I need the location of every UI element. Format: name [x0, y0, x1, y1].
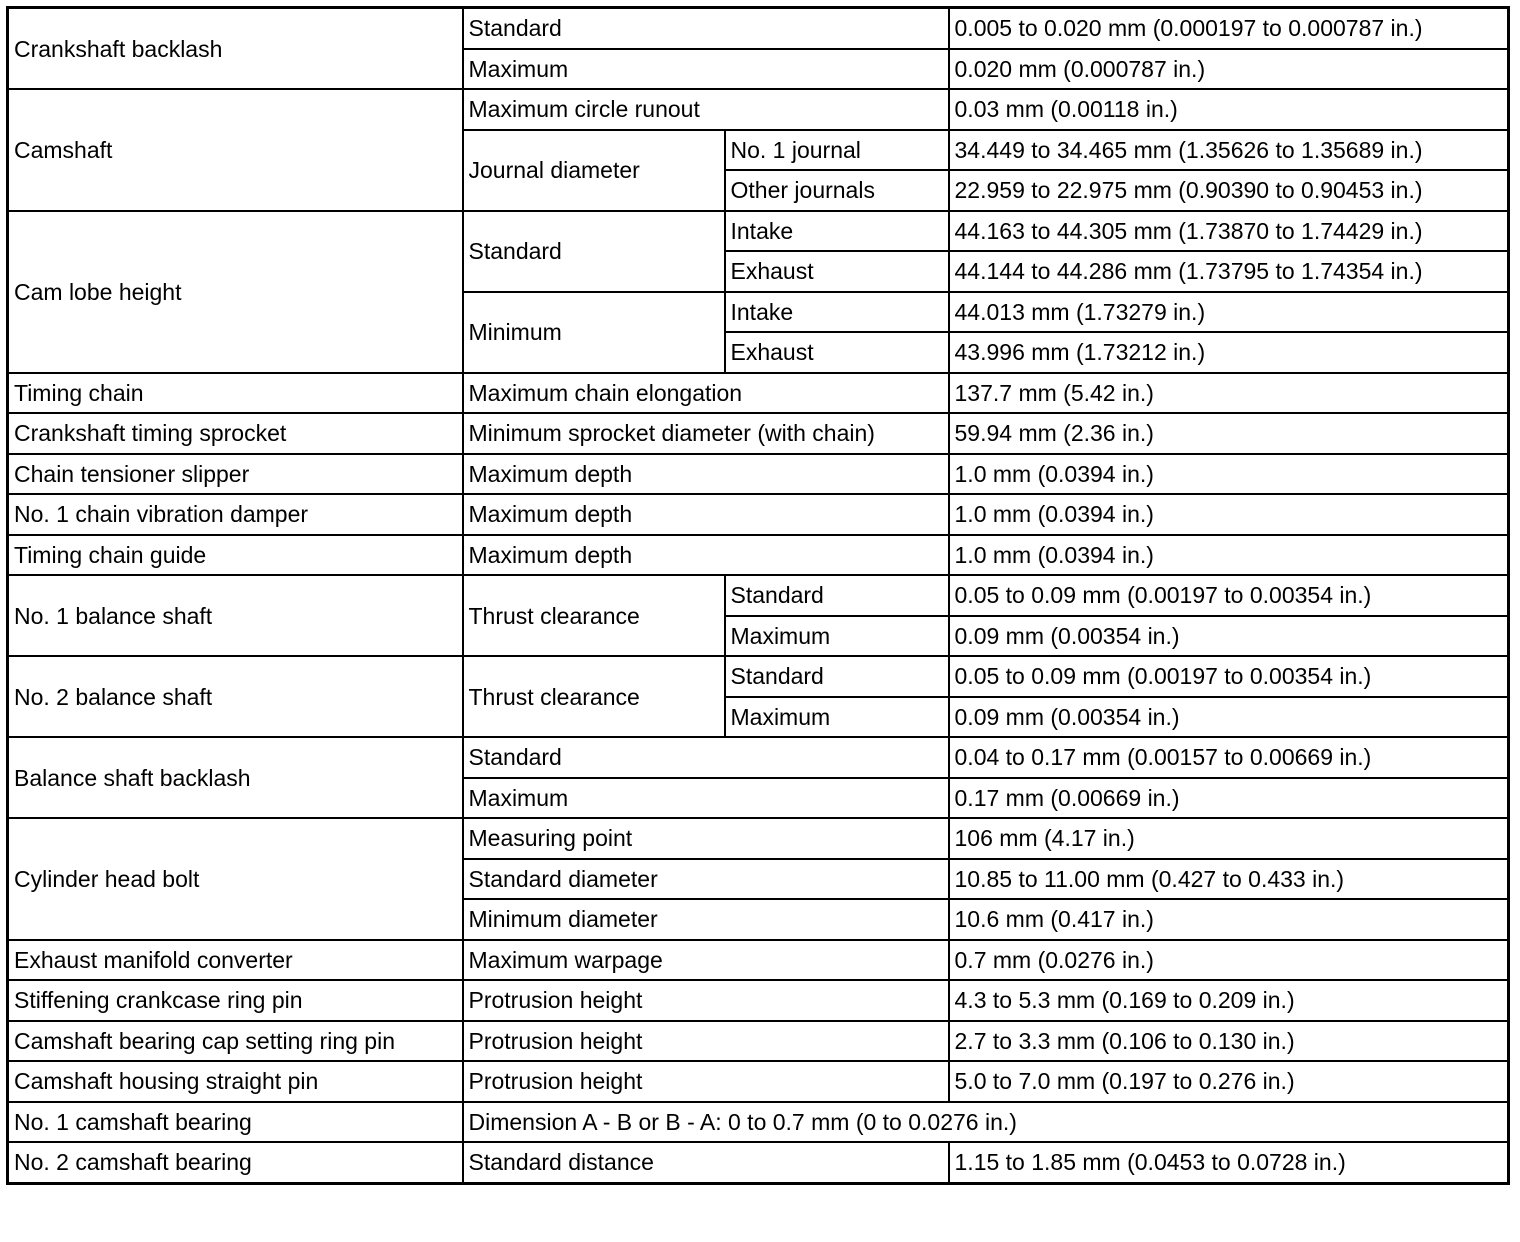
condition-cell: Standard	[463, 8, 949, 49]
value-cell: 1.0 mm (0.0394 in.)	[949, 454, 1509, 495]
value-cell: 34.449 to 34.465 mm (1.35626 to 1.35689 in.)	[949, 130, 1509, 171]
condition-cell: Minimum diameter	[463, 899, 949, 940]
value-cell: 5.0 to 7.0 mm (0.197 to 0.276 in.)	[949, 1061, 1509, 1102]
condition-cell: Maximum depth	[463, 454, 949, 495]
value-cell: 0.17 mm (0.00669 in.)	[949, 778, 1509, 819]
value-cell: 0.09 mm (0.00354 in.)	[949, 616, 1509, 657]
table-row	[8, 373, 1509, 414]
condition-cell: Minimum sprocket diameter (with chain)	[463, 413, 949, 454]
item-cell: Crankshaft backlash	[8, 8, 463, 90]
item-cell: No. 2 balance shaft	[8, 656, 463, 737]
value-cell: 59.94 mm (2.36 in.)	[949, 413, 1509, 454]
value-cell: 0.04 to 0.17 mm (0.00157 to 0.00669 in.)	[949, 737, 1509, 778]
condition-cell: Measuring point	[463, 818, 949, 859]
item-cell: Cam lobe height	[8, 211, 463, 373]
table-row	[8, 656, 1509, 697]
table-row	[8, 737, 1509, 778]
value-cell: 43.996 mm (1.73212 in.)	[949, 332, 1509, 373]
sub-condition-cell: Intake	[725, 292, 949, 333]
condition-cell: Maximum warpage	[463, 940, 949, 981]
table-row	[8, 535, 1509, 576]
condition-cell: Maximum circle runout	[463, 89, 949, 130]
value-cell: 1.15 to 1.85 mm (0.0453 to 0.0728 in.)	[949, 1142, 1509, 1183]
condition-cell: Thrust clearance	[463, 575, 725, 656]
condition-cell: Maximum depth	[463, 494, 949, 535]
table-row	[8, 940, 1509, 981]
item-cell: Exhaust manifold converter	[8, 940, 463, 981]
sub-condition-cell: Standard	[725, 575, 949, 616]
table-row	[8, 1102, 1509, 1143]
sub-condition-cell: Other journals	[725, 170, 949, 211]
value-cell: 137.7 mm (5.42 in.)	[949, 373, 1509, 414]
item-cell: Stiffening crankcase ring pin	[8, 980, 463, 1021]
item-cell: Crankshaft timing sprocket	[8, 413, 463, 454]
item-cell: Cylinder head bolt	[8, 818, 463, 940]
condition-cell: Standard	[463, 737, 949, 778]
table-row	[8, 89, 1509, 130]
condition-cell: Standard	[463, 211, 725, 292]
condition-cell: Minimum	[463, 292, 725, 373]
table-row	[8, 1021, 1509, 1062]
value-cell: 4.3 to 5.3 mm (0.169 to 0.209 in.)	[949, 980, 1509, 1021]
value-cell: 44.013 mm (1.73279 in.)	[949, 292, 1509, 333]
sub-condition-cell: Exhaust	[725, 251, 949, 292]
condition-cell: Protrusion height	[463, 1021, 949, 1062]
value-cell: 44.163 to 44.305 mm (1.73870 to 1.74429 in.)	[949, 211, 1509, 252]
condition-cell: Maximum depth	[463, 535, 949, 576]
value-cell: 0.05 to 0.09 mm (0.00197 to 0.00354 in.)	[949, 656, 1509, 697]
item-cell: No. 1 camshaft bearing	[8, 1102, 463, 1143]
sub-condition-cell: Standard	[725, 656, 949, 697]
value-cell: 2.7 to 3.3 mm (0.106 to 0.130 in.)	[949, 1021, 1509, 1062]
sub-condition-cell: Intake	[725, 211, 949, 252]
value-cell: 0.005 to 0.020 mm (0.000197 to 0.000787 in.)	[949, 8, 1509, 49]
table-row	[8, 980, 1509, 1021]
sub-condition-cell: Maximum	[725, 697, 949, 738]
value-cell: 0.03 mm (0.00118 in.)	[949, 89, 1509, 130]
specification-table	[6, 6, 1510, 1185]
condition-cell: Standard distance	[463, 1142, 949, 1183]
table-row	[8, 818, 1509, 859]
sub-condition-cell: Exhaust	[725, 332, 949, 373]
condition-cell: Standard diameter	[463, 859, 949, 900]
value-cell: 106 mm (4.17 in.)	[949, 818, 1509, 859]
item-cell: No. 1 chain vibration damper	[8, 494, 463, 535]
table-row	[8, 454, 1509, 495]
value-cell: 0.7 mm (0.0276 in.)	[949, 940, 1509, 981]
condition-cell: Protrusion height	[463, 1061, 949, 1102]
item-cell: Timing chain	[8, 373, 463, 414]
item-cell: Camshaft	[8, 89, 463, 211]
value-cell: 10.85 to 11.00 mm (0.427 to 0.433 in.)	[949, 859, 1509, 900]
table-row	[8, 1142, 1509, 1183]
table-row	[8, 1061, 1509, 1102]
value-cell: 0.020 mm (0.000787 in.)	[949, 49, 1509, 90]
item-cell: Camshaft bearing cap setting ring pin	[8, 1021, 463, 1062]
item-cell: Chain tensioner slipper	[8, 454, 463, 495]
value-cell: 10.6 mm (0.417 in.)	[949, 899, 1509, 940]
table-row	[8, 8, 1509, 49]
condition-cell: Maximum chain elongation	[463, 373, 949, 414]
item-cell: No. 1 balance shaft	[8, 575, 463, 656]
table-row	[8, 413, 1509, 454]
table-row	[8, 211, 1509, 252]
value-cell: 0.09 mm (0.00354 in.)	[949, 697, 1509, 738]
sub-condition-cell: Maximum	[725, 616, 949, 657]
value-cell: 22.959 to 22.975 mm (0.90390 to 0.90453 in.)	[949, 170, 1509, 211]
value-cell: 1.0 mm (0.0394 in.)	[949, 535, 1509, 576]
table-row	[8, 494, 1509, 535]
item-cell: Timing chain guide	[8, 535, 463, 576]
condition-cell: Protrusion height	[463, 980, 949, 1021]
condition-cell: Journal diameter	[463, 130, 725, 211]
condition-cell: Thrust clearance	[463, 656, 725, 737]
item-cell: Camshaft housing straight pin	[8, 1061, 463, 1102]
condition-cell: Maximum	[463, 49, 949, 90]
value-cell: 44.144 to 44.286 mm (1.73795 to 1.74354 in.)	[949, 251, 1509, 292]
condition-cell: Maximum	[463, 778, 949, 819]
value-cell: 0.05 to 0.09 mm (0.00197 to 0.00354 in.)	[949, 575, 1509, 616]
item-cell: No. 2 camshaft bearing	[8, 1142, 463, 1183]
sub-condition-cell: No. 1 journal	[725, 130, 949, 171]
item-cell: Balance shaft backlash	[8, 737, 463, 818]
value-cell: 1.0 mm (0.0394 in.)	[949, 494, 1509, 535]
table-row	[8, 575, 1509, 616]
note-cell: Dimension A - B or B - A: 0 to 0.7 mm (0 to 0.0276 in.)	[463, 1102, 1509, 1143]
